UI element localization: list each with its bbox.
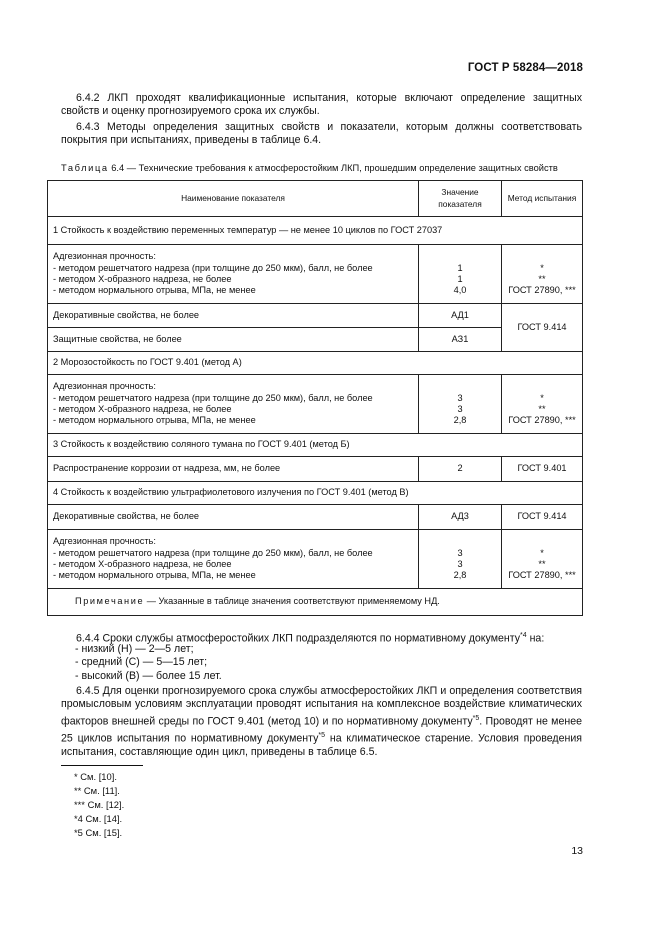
table-note (48, 589, 583, 616)
paragraph-6-4-4-footnote-ref: *4 (520, 632, 527, 639)
adhesion-methods-cell (502, 530, 583, 589)
adhesion-title: Адгезионная прочность: (53, 251, 156, 262)
paragraph-6-4-5-text-c: на климатическое старение. Условия проведения испытания, составляющие один цикл, приведены в таблице 6.5. (61, 732, 582, 758)
paragraph-6-4-5 (61, 685, 582, 759)
footnote-mark: *4 (74, 813, 83, 824)
protective-label: Защитные свойства, не более (48, 328, 419, 352)
value-pulloff: 2,8 (453, 570, 467, 581)
adhesion-cell (48, 530, 419, 589)
section-4-title: 4 Стойкость к воздействию ультрафиолетового излучения по ГОСТ 9.401 (метод В) (48, 482, 583, 505)
footnote (74, 813, 122, 824)
list-item: - высокий (В) — более 15 лет. (75, 669, 222, 682)
adhesion-lattice-cut: - методом решетчатого надреза (при толщине до 250 мкм), балл, не более (53, 547, 373, 558)
method-ref-1: * (540, 392, 544, 403)
corrosion-label: Распространение коррозии от надреза, мм, не более (48, 457, 419, 482)
adhesion-title: Адгезионная прочность: (53, 536, 156, 547)
footnote (74, 799, 124, 810)
table-row (48, 457, 583, 482)
header-test-method: Метод испытания (502, 181, 583, 217)
paragraph-6-4-4-tail: на: (526, 632, 545, 645)
value-lattice: 3 (457, 547, 463, 558)
method-ref-2: ** (538, 404, 546, 414)
method-gost-9401: ГОСТ 9.401 (502, 457, 583, 482)
adhesion-methods-cell (502, 245, 583, 304)
table-row (48, 505, 583, 530)
adhesion-lattice-cut: - методом решетчатого надреза (при толщине до 250 мкм), балл, не более (53, 262, 373, 273)
table-caption-word: Таблица (61, 163, 109, 173)
section-2-title: 2 Морозостойкость по ГОСТ 9.401 (метод А) (48, 352, 583, 375)
method-ref-3: ГОСТ 27890, *** (508, 570, 576, 581)
footnote (74, 785, 120, 796)
list-item: - средний (С) — 5—15 лет; (75, 656, 208, 669)
header-indicator-value: Значение показателя (419, 181, 502, 217)
footnote-text: См. [15]. (85, 827, 123, 838)
footnote-text: См. [10]. (80, 771, 117, 782)
value-xcut: 3 (457, 404, 463, 414)
method-gost-9414: ГОСТ 9.414 (502, 304, 583, 352)
method-ref-1: * (540, 262, 544, 273)
value-xcut: 3 (457, 559, 463, 569)
adhesion-lattice-cut: - методом решетчатого надреза (при толщине до 250 мкм), балл, не более (53, 392, 373, 403)
decorative-label: Декоративные свойства, не более (48, 505, 419, 530)
value-pulloff: 4,0 (453, 285, 467, 296)
value-xcut: 1 (457, 274, 463, 284)
footnote-mark: *5 (74, 827, 83, 838)
corrosion-value: 2 (419, 457, 502, 482)
method-ref-2: ** (538, 559, 546, 569)
footnote-mark: ** (74, 785, 82, 796)
adhesion-values-cell (419, 245, 502, 304)
footnote-mark: *** (74, 799, 85, 810)
paragraph-6-4-2 (61, 92, 582, 119)
method-gost-9414: ГОСТ 9.414 (502, 505, 583, 530)
adhesion-title: Адгезионная прочность: (53, 381, 156, 392)
table-caption-text: 6.4 — Технические требования к атмосферостойким ЛКП, прошедшим определение защитных свойств (111, 163, 558, 173)
footnote-mark: * (74, 771, 78, 782)
adhesion-values-cell (419, 530, 502, 589)
paragraph-6-4-5-text-b: . Проводят не менее 25 циклов испытания по нормативному документу (61, 715, 582, 745)
header-indicator-name: Наименование показателя (48, 181, 419, 217)
adhesion-x-cut: - методом Х-образного надреза, не более (53, 404, 232, 414)
table-caption (61, 163, 586, 173)
adhesion-cell (48, 375, 419, 434)
paragraph-6-4-5-text-a: 6.4.5 Для оценки прогнозируемого срока службы атмосферостойких ЛКП и определения соответствия промысловым условиям эксплуатации проводят испытания на комплексное воздействие климатических факторов внешней среды по ГОСТ 9.401 (метод 10) и по нормативному документу (61, 685, 582, 728)
adhesion-x-cut: - методом Х-образного надреза, не более (53, 274, 232, 284)
table-header-row (48, 181, 583, 217)
method-ref-2: ** (538, 274, 546, 284)
method-ref-3: ГОСТ 27890, *** (508, 285, 576, 296)
value-lattice: 1 (457, 262, 463, 273)
section-row-4 (48, 482, 583, 505)
decorative-label: Декоративные свойства, не более (48, 304, 419, 328)
adhesion-pull-off: - методом нормального отрыва, МПа, не менее (53, 570, 256, 581)
lifetime-list (75, 643, 222, 683)
paragraph-6-4-5-footnote-ref: *5 (318, 731, 326, 739)
paragraph-6-4-5-footnote-ref: *5 (472, 714, 480, 722)
decorative-value: АД3 (419, 505, 502, 530)
paragraph-6-4-4-text: 6.4.4 Сроки службы атмосферостойких ЛКП подразделяются по нормативному документу (76, 632, 521, 645)
table-row (48, 530, 583, 589)
footnote-text: См. [14]. (85, 813, 123, 824)
table-row (48, 245, 583, 304)
standard-designation: ГОСТ Р 58284—2018 (467, 62, 583, 74)
requirements-table (47, 180, 583, 616)
adhesion-cell (48, 245, 419, 304)
section-row-2 (48, 352, 583, 375)
list-item: - низкий (Н) — 2—5 лет; (75, 643, 194, 655)
value-pulloff: 2,8 (453, 415, 467, 426)
paragraph-6-4-2-text: 6.4.2 ЛКП проходят квалификационные испытания, которые включают определение защитных свойств и оценку прогнозируемого срока их службы. (61, 92, 582, 118)
adhesion-pull-off: - методом нормального отрыва, МПа, не менее (53, 415, 256, 426)
method-ref-3: ГОСТ 27890, *** (508, 415, 576, 426)
section-3-title: 3 Стойкость к воздействию соляного тумана по ГОСТ 9.401 (метод Б) (48, 434, 583, 457)
note-row (48, 589, 583, 616)
adhesion-values-cell (419, 375, 502, 434)
section-1-title: 1 Стойкость к воздействию переменных температур — не менее 10 циклов по ГОСТ 27037 (48, 217, 583, 245)
protective-value: АЗ1 (419, 328, 502, 352)
paragraph-6-4-3-text: 6.4.3 Методы определения защитных свойств и показатели, которым должны соответствовать покрытия при испытаниях, приведены в таблице 6.4. (61, 121, 582, 147)
footnote-text: См. [12]. (87, 799, 125, 810)
adhesion-pull-off: - методом нормального отрыва, МПа, не менее (53, 285, 256, 296)
decorative-value: АД1 (419, 304, 502, 328)
table-row (48, 375, 583, 434)
note-text: — Указанные в таблице значения соответствуют применяемому НД. (146, 596, 440, 607)
adhesion-methods-cell (502, 375, 583, 434)
note-word: Примечание (75, 596, 145, 607)
footnote (74, 827, 122, 838)
section-row-3 (48, 434, 583, 457)
footnote (74, 771, 117, 782)
value-lattice: 3 (457, 392, 463, 403)
table-row (48, 304, 583, 328)
adhesion-x-cut: - методом Х-образного надреза, не более (53, 559, 232, 569)
section-row-1 (48, 217, 583, 245)
page-number: 13 (571, 845, 583, 857)
method-ref-1: * (540, 547, 544, 558)
footnote-text: См. [11]. (83, 785, 120, 796)
footnote-separator (61, 765, 143, 766)
paragraph-6-4-3 (61, 121, 582, 148)
